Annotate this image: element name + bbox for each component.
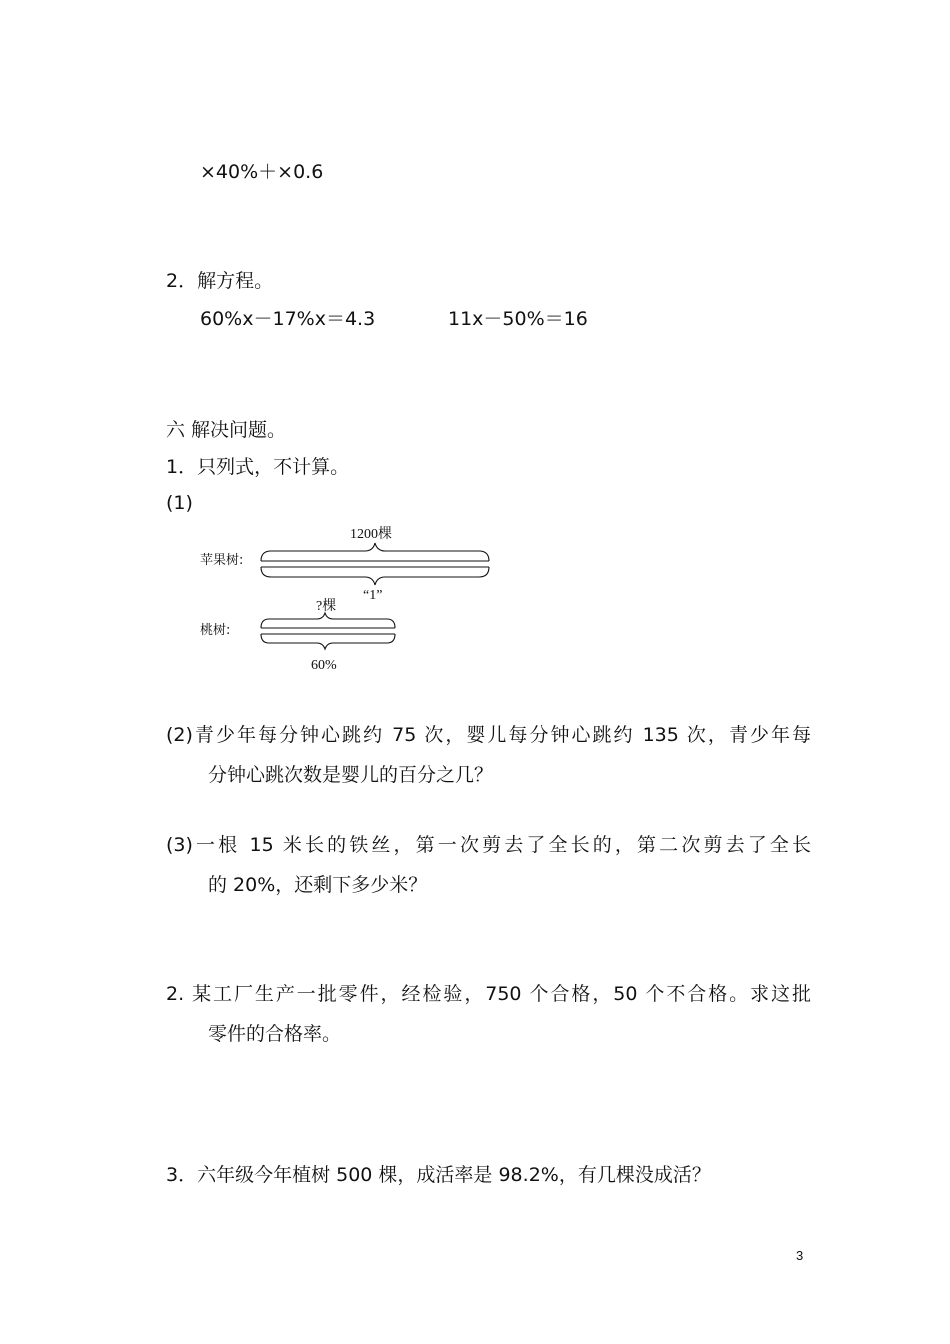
q2-problem-line2: 零件的合格率。 [208, 1023, 342, 1045]
section-6-heading: 六 解决问题。 [166, 419, 287, 441]
q1-heading: 1．只列式，不计算。 [166, 456, 350, 478]
q1-sub2-line1: (2)青少年每分钟心跳约 75 次，婴儿每分钟心跳约 135 次，青少年每 [166, 724, 811, 746]
q1-sub3-line2: 的 20%，还剩下多少米？ [208, 874, 428, 896]
page-number: 3 [796, 1248, 804, 1263]
apple-total-label: 1200棵 [350, 527, 392, 542]
q1-sub1-label: (1) [166, 492, 193, 514]
q2-problem-line1: 2. 某工厂生产一批零件，经检验，750 个合格，50 个不合格。求这批 [166, 983, 811, 1005]
peach-bottom-brace [261, 634, 395, 649]
q1-sub3-line1: (3)一根 15 米长的铁丝，第一次剪去了全长的，第二次剪去了全长 [166, 834, 811, 856]
unit-one-label: “1” [363, 588, 383, 603]
peach-percent-label: 60% [311, 658, 337, 673]
apple-tree-label: 苹果树: [200, 553, 244, 568]
q1-sub2-question [166, 715, 811, 795]
peach-top-brace [261, 613, 395, 628]
q2-heading: 2．解方程。 [166, 270, 274, 292]
equation-1: 60%x－17%x＝4.3 [200, 308, 376, 330]
expression-line: ×40%＋×0.6 [200, 161, 324, 183]
apple-top-brace [261, 543, 489, 561]
equation-2: 11x－50%＝16 [448, 308, 588, 330]
apple-bottom-brace [261, 567, 489, 585]
peach-tree-label: 桃树: [200, 623, 231, 638]
q1-sub3-question [166, 825, 811, 905]
q1-sub2-line2: 分钟心跳次数是婴儿的百分之几？ [208, 764, 494, 786]
line-segment-diagram [195, 520, 505, 680]
peach-total-label: ?棵 [316, 599, 337, 614]
q2-problem [166, 974, 811, 1054]
q3-problem: 3．六年级今年植树 500 棵，成活率是 98.2%，有几棵没成活？ [166, 1164, 711, 1186]
